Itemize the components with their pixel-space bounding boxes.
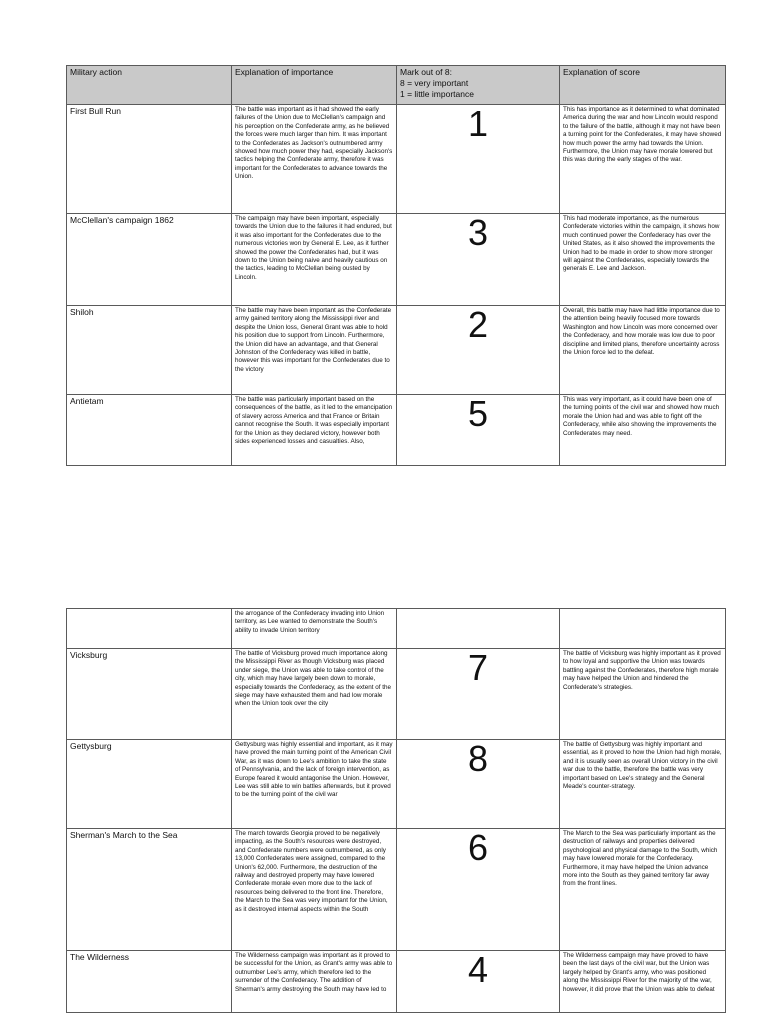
- table-row-shermans-march: [67, 829, 726, 951]
- importance-cell-text: The battle was particularly important based on the consequences of the battle, as it led to the emancipation of slavery across America and that France or Britain cannot recognise the South. It was especially important for the Union as they declared victory, however both sides experienced losses and casualties. Also,: [235, 396, 393, 446]
- military-action-cell: McClellan's campaign 1862: [67, 214, 232, 306]
- importance-cell: The battle of Vicksburg proved much importance along the Mississippi River as though Vicksburg was placed under siege, the Union was able to take control of the city, which may have largely been down to morale, especially towards the Confederacy, as the extent of the siege may have exhausted them and had low morale when the Union took over the city: [232, 649, 397, 740]
- military-action-cell: The Wilderness: [67, 951, 232, 1013]
- header-mark-out-of-8: Mark out of 8: 8 = very important 1 = little importance: [397, 66, 560, 105]
- mark-cell: 8: [397, 740, 560, 829]
- header-explanation-of-importance: Explanation of importance: [232, 66, 397, 105]
- importance-cell-text: The Wilderness campaign was important as it proved to be successful for the Union, as Grant's army was able to outnumber Lee's army, which therefore led to the surrender of the Confederacy. The addition of Sherman's army destroying the South may have led to: [235, 952, 393, 993]
- score-cell: [560, 951, 726, 1013]
- military-action-cell: Shiloh: [67, 306, 232, 395]
- military-action-cell: Antietam: [67, 395, 232, 466]
- score-cell: Overall, this battle may have had little importance due to the attention being heavily focused more towards Washington and how Lincoln was more concerned over the Confederacy, and how morale was low due to poor discipline and limited plans, therefore uncertainty across the Union force led to the defeat.: [560, 306, 726, 395]
- importance-cell: The campaign may have been important, especially towards the Union due to the failures it had endured, but it was also important for the Confederates due to the numerous victories won by General E. Lee, as it further showed the power the Confederates had, but it was down to the Union being naive and heavily cautious on the tactics, leading to McClellan being ousted by Lincoln.: [232, 214, 397, 306]
- importance-cell: Gettysburg was highly essential and important, as it may have proved the main turning point of the American Civil War, as it was down to Lee's ambition to take the state of Pennsylvania, and the lack of foreign intervention, as Europe feared it would antagonise the Union. However, Lee was still able to win battles afterwards, but it proved to be the turning point of the civil war: [232, 740, 397, 829]
- importance-table-page-1: [66, 65, 726, 466]
- table-row-vicksburg: [67, 649, 726, 740]
- mark-cell: 3: [397, 214, 560, 306]
- importance-cell: The battle may have been important as the Confederate army gained territory along the Mississippi river and despite the Union loss, General Grant was able to hold his position due to support from Lincoln. Furthermore, the Union did have an advantage, and that General Johnston of the Confederacy was killed in battle, however this was important for the Confederates due to the victory: [232, 306, 397, 395]
- score-cell: The March to the Sea was particularly important as the destruction of railways and properties delivered psychological and physical damage to the South, which may have lowered morale for the Confederacy. Furthermore, it may have helped the Union advance more into the South as they gained territory far away from the front lines.: [560, 829, 726, 951]
- table-row-the-wilderness: [67, 951, 726, 1013]
- mark-cell: 1: [397, 105, 560, 214]
- mark-cell: 6: [397, 829, 560, 951]
- score-cell: The battle of Vicksburg was highly important as it proved to how loyal and supportive the Union was towards battling against the Confederates, therefore high morale may have helped the Union and hindered the Confederate's strategies.: [560, 649, 726, 740]
- mark-cell: 4: [397, 951, 560, 1013]
- header-military-action: Military action: [67, 66, 232, 105]
- military-action-cell: Gettysburg: [67, 740, 232, 829]
- score-cell: This has importance as it determined to what dominated America during the war and how Lincoln would respond to the failure of the battle, although it may not have been a turning point for the Confederates, it may have showed how much power the army had towards the Union. Furthermore, the Union may have morale lowered but this was during the early stages of the war.: [560, 105, 726, 214]
- table-row-first-bull-run: [67, 105, 726, 214]
- importance-cell: [232, 951, 397, 1013]
- score-cell: This had moderate importance, as the numerous Confederate victories within the campaign, it shows how much continued power the Confederacy has over the United States, as it also showed the improvements the Union had to be made in order to show more stronger will against the Confederates, especially towards the generals E. Lee and Jackson.: [560, 214, 726, 306]
- table-row-shiloh: [67, 306, 726, 395]
- mark-cell: 5: [397, 395, 560, 466]
- importance-table-page-2: [66, 608, 726, 1013]
- mark-cell: 7: [397, 649, 560, 740]
- score-cell: The battle of Gettysburg was highly important and essential, as it proved to how the Union had high morale, and it is usually seen as overall Union victory in the civil war due to the battle, therefore the battle was very important based on Lee's strategy and the General Meade's counter-strategy.: [560, 740, 726, 829]
- importance-cell: The march towards Georgia proved to be negatively impacting, as the South's resources were destroyed, and Confederate numbers were outnumbered, as only 13,000 Confederates were assigned, compared to the Union's 62,000. Furthermore, the destruction of the railway and destroyed property may have lowered Confederate morale even more due to the lack of resources being delivered to the front line. Therefore, the March to the Sea was very important for the Union, as it destroyed internal aspects within the South: [232, 829, 397, 951]
- military-action-cell-empty: [67, 609, 232, 649]
- importance-cell: the arrogance of the Confederacy invading into Union territory, as Lee wanted to demonstrate the South's ability to invade Union territory: [232, 609, 397, 649]
- score-cell-empty: [560, 609, 726, 649]
- mark-cell-empty: [397, 609, 560, 649]
- table-row-continuation: [67, 609, 726, 649]
- table-row-gettysburg: [67, 740, 726, 829]
- table-row-mcclellans-campaign: [67, 214, 726, 306]
- importance-cell: [232, 395, 397, 466]
- importance-cell: The battle was important as it had showed the early failures of the Union due to McClellan's campaign and his perception on the Confederate army, as he believed the forces were much larger than him. It was important to the Confederates as Jackson's outnumbered army showed how much power they had, especially Jackson's tactics helping the Confederate army, therefore it was important for the Confederates to advance towards the Union.: [232, 105, 397, 214]
- mark-cell: 2: [397, 306, 560, 395]
- table-row-antietam: [67, 395, 726, 466]
- military-action-cell: First Bull Run: [67, 105, 232, 214]
- score-cell: This was very important, as it could have been one of the turning points of the civil war and showed how much morale the Union had and was able to fight off the Confederacy, while also showing the improvements the Confederates may need.: [560, 395, 726, 466]
- score-cell-text: The Wilderness campaign may have proved to have been the last days of the civil war, but the Union was largely helped by Grant's army, who was positioned along the Mississippi River for the majority of the war, however, it did prove that the Union was able to defeat: [563, 952, 715, 993]
- military-action-cell: Vicksburg: [67, 649, 232, 740]
- header-explanation-of-score: Explanation of score: [560, 66, 726, 105]
- table-header-row: [67, 66, 726, 105]
- military-action-cell: Sherman's March to the Sea: [67, 829, 232, 951]
